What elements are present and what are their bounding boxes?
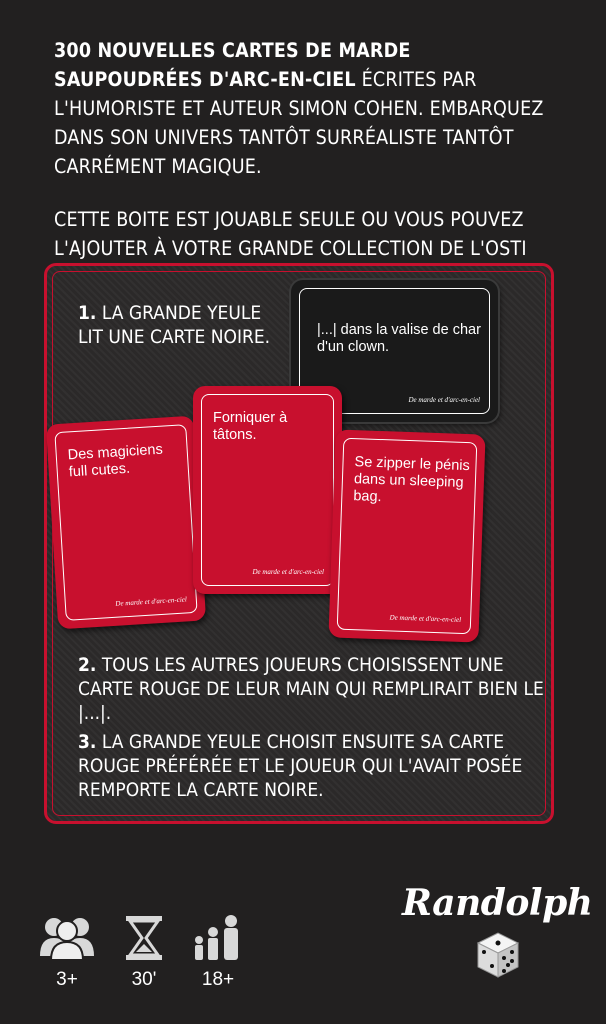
- brand-name: Randolph: [402, 882, 593, 924]
- black-card-text: |...| dans la valise de char d'un clown.: [317, 322, 481, 355]
- step-2-text: TOUS LES AUTRES JOUEURS CHOISISSENT UNE CARTE ROUGE DE LEUR MAIN QUI REMPLIRAIT BIEN LE |...|.: [78, 654, 544, 724]
- black-card-footer: De marde et d'arc-en-ciel: [408, 396, 480, 404]
- red-card-3: [328, 429, 485, 642]
- red-card-3-text: Se zipper le pénis dans un sleeping bag.: [353, 454, 471, 506]
- brand-logo: [398, 880, 593, 990]
- step-1: [78, 301, 278, 349]
- step-3: [78, 730, 548, 802]
- intro-line-rest: ÉCRITES PAR L'HUMORISTE ET AUTEUR SIMON COHEN. EMBARQUEZ DANS SON UNIVERS TANTÔT SURRÉALISTE TANTÔT CARRÉMENT MAGIQUE.: [54, 68, 544, 178]
- age-spec: [188, 914, 248, 990]
- intro-paragraph-2: CETTE BOITE EST JOUABLE SEULE OU VOUS POUVEZ L'AJOUTER À VOTRE GRANDE COLLECTION DE L'OSTI: [54, 208, 527, 260]
- duration-spec: [114, 914, 174, 990]
- red-card-2-footer: De marde et d'arc-en-ciel: [252, 568, 324, 576]
- red-card-3-footer: De marde et d'arc-en-ciel: [389, 613, 462, 624]
- step-2-number: 2.: [78, 654, 97, 676]
- step-2: [78, 653, 548, 725]
- step-3-text: LA GRANDE YEULE CHOISIT ENSUITE SA CARTE ROUGE PRÉFÉRÉE ET LE JOUEUR QUI L'AVAIT POSÉE REMPORTE LA CARTE NOIRE.: [78, 731, 523, 801]
- step-1-text: LA GRANDE YEULE LIT UNE CARTE NOIRE.: [78, 302, 271, 348]
- duration-value: 30': [131, 969, 157, 990]
- intro-bold-line: 300 NOUVELLES CARTES DE MARDE SAUPOUDRÉES D'ARC-EN-CIEL: [54, 39, 411, 91]
- players-count: 3+: [56, 969, 78, 990]
- players-spec: [37, 914, 97, 990]
- age-value: 18+: [201, 969, 235, 990]
- hourglass-icon: [114, 914, 174, 964]
- red-card-2: [193, 386, 342, 594]
- red-card-1-text: Des magiciens full cutes.: [67, 441, 164, 481]
- red-card-2-text: Forniquer à tâtons.: [213, 410, 288, 443]
- step-3-number: 3.: [78, 731, 97, 753]
- red-card-1-footer: De marde et d'arc-en-ciel: [115, 595, 188, 608]
- step-1-number: 1.: [78, 302, 97, 324]
- dice-icon: [468, 925, 528, 985]
- family-age-icon: [188, 914, 248, 964]
- players-icon: [37, 914, 97, 964]
- intro-text: [54, 36, 554, 292]
- red-card-1: [46, 416, 206, 630]
